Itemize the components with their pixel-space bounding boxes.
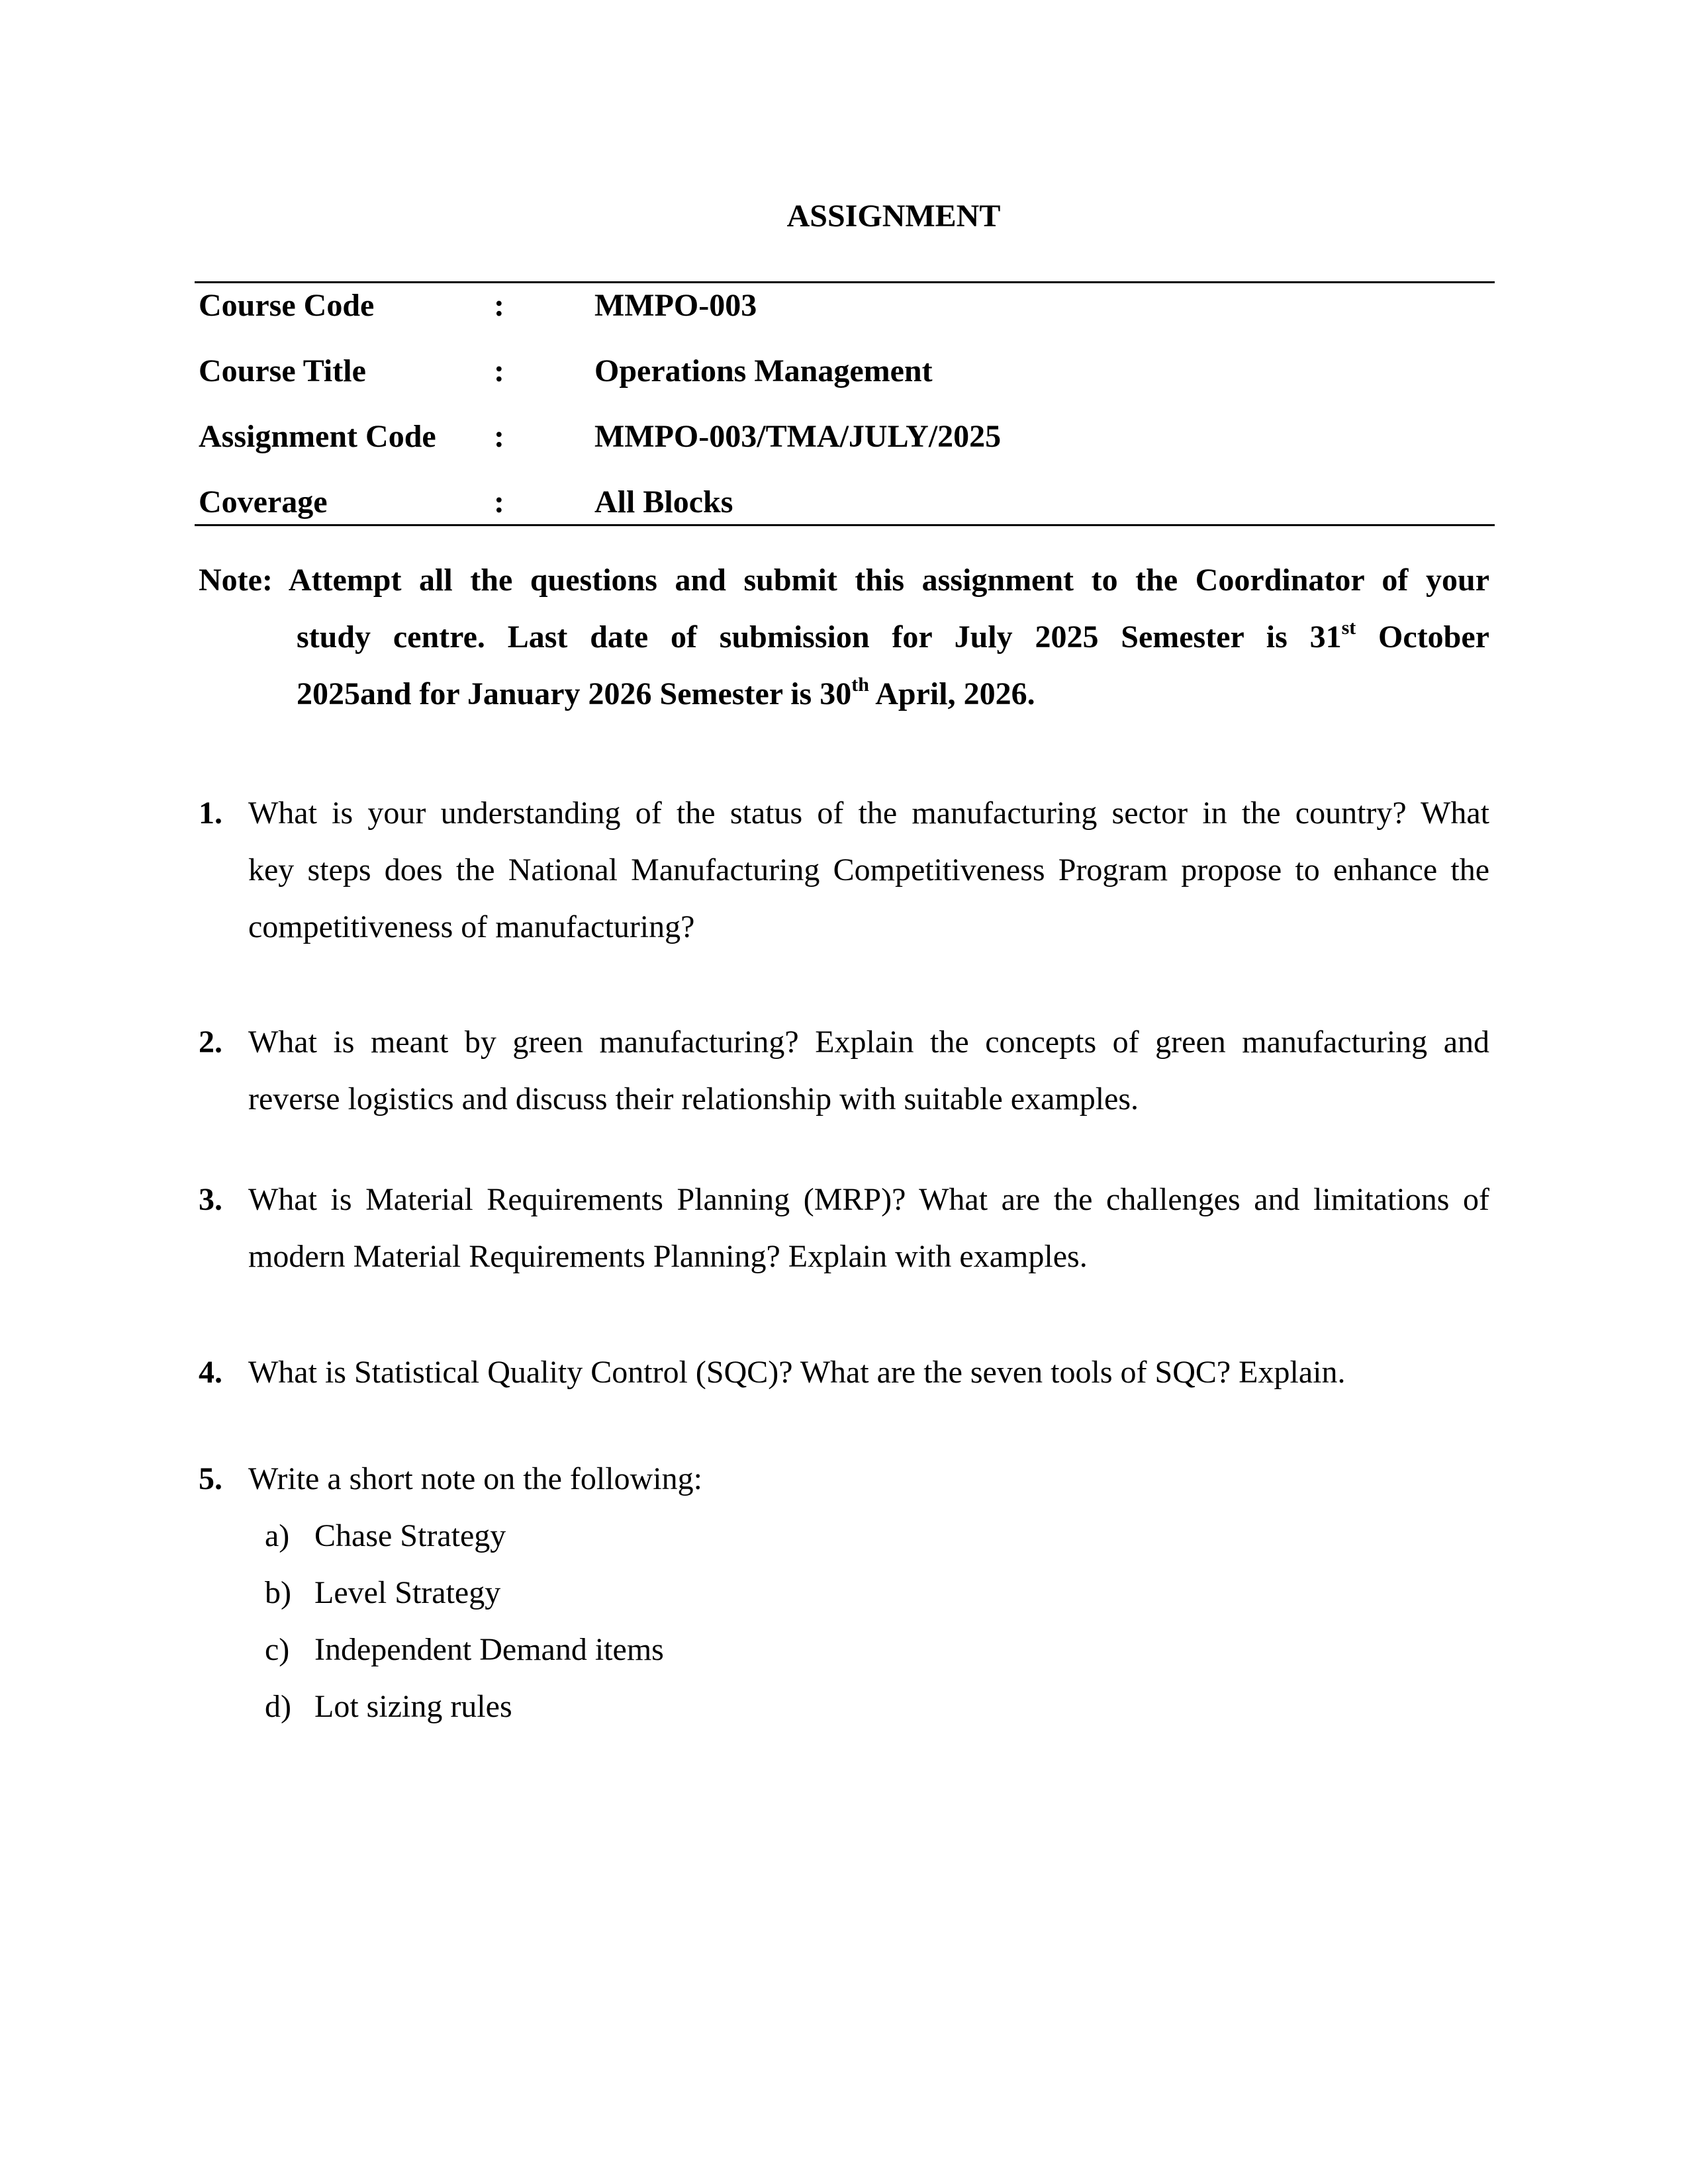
sub-item-letter: d) [265, 1689, 291, 1724]
assignment-code-label: Assignment Code [199, 419, 436, 454]
question-number: 2. [199, 1024, 222, 1060]
note-line-2: study centre. Last date of submission for July 2025 Semester is 31st October [297, 617, 1489, 655]
question-number: 1. [199, 796, 222, 831]
assignment-code-row [199, 417, 1489, 457]
course-title-colon: : [494, 353, 504, 388]
course-title-row [199, 351, 1489, 391]
question-3 [199, 1171, 1489, 1285]
question-number: 5. [199, 1461, 222, 1496]
question-number: 3. [199, 1182, 222, 1217]
question-number: 4. [199, 1355, 222, 1390]
submission-note [199, 552, 1489, 723]
question-text: What is Statistical Quality Control (SQC)? What are the seven tools of SQC? Explain. [248, 1355, 1346, 1390]
course-title-value: Operations Management [594, 353, 933, 388]
question-2 [199, 1014, 1489, 1128]
assignment-code-value: MMPO-003/TMA/JULY/2025 [594, 419, 1002, 454]
coverage-row [199, 482, 1489, 522]
document-title: ASSIGNMENT [786, 199, 1001, 234]
sub-item-text: Level Strategy [314, 1575, 501, 1610]
question-text: Write a short note on the following: [248, 1461, 702, 1496]
question-text: What is your understanding of the status of the manufacturing sector in the country? What key steps does the National Manufacturing Competitiveness Program propose to enhance the competitiveness of manufacturing? [248, 796, 1489, 944]
superscript-th: th [851, 674, 869, 696]
question-text: What is Material Requirements Planning (MRP)? What are the challenges and limitations of modern Material Requirements Planning? Explain with examples. [248, 1182, 1489, 1274]
course-code-value: MMPO-003 [594, 288, 757, 323]
course-code-label: Course Code [199, 288, 375, 323]
question-1 [199, 785, 1489, 956]
coverage-colon: : [494, 484, 504, 520]
note-line-3: 2025and for January 2026 Semester is 30th April, 2026. [297, 674, 1035, 711]
sub-item-letter: a) [265, 1518, 290, 1553]
question-5 [199, 1451, 1489, 1508]
sub-item-text: Lot sizing rules [314, 1689, 512, 1724]
top-rule [195, 281, 1495, 283]
coverage-value: All Blocks [594, 484, 733, 520]
sub-item-text: Chase Strategy [314, 1518, 506, 1553]
sub-item-text: Independent Demand items [314, 1632, 664, 1667]
note-line-1: Note: Attempt all the questions and submit this assignment to the Coordinator of your [199, 563, 1489, 598]
superscript-st: st [1341, 617, 1356, 639]
course-title-label: Course Title [199, 353, 366, 388]
sub-item-letter: b) [265, 1575, 291, 1610]
question-text: What is meant by green manufacturing? Explain the concepts of green manufacturing and reverse logistics and discuss their relationship with suitable examples. [248, 1024, 1489, 1116]
bottom-rule [195, 524, 1495, 526]
coverage-label: Coverage [199, 484, 328, 520]
course-code-colon: : [494, 288, 504, 323]
course-code-row [199, 286, 1489, 326]
sub-item-letter: c) [265, 1632, 290, 1667]
assignment-code-colon: : [494, 419, 504, 454]
question-4 [199, 1344, 1489, 1401]
